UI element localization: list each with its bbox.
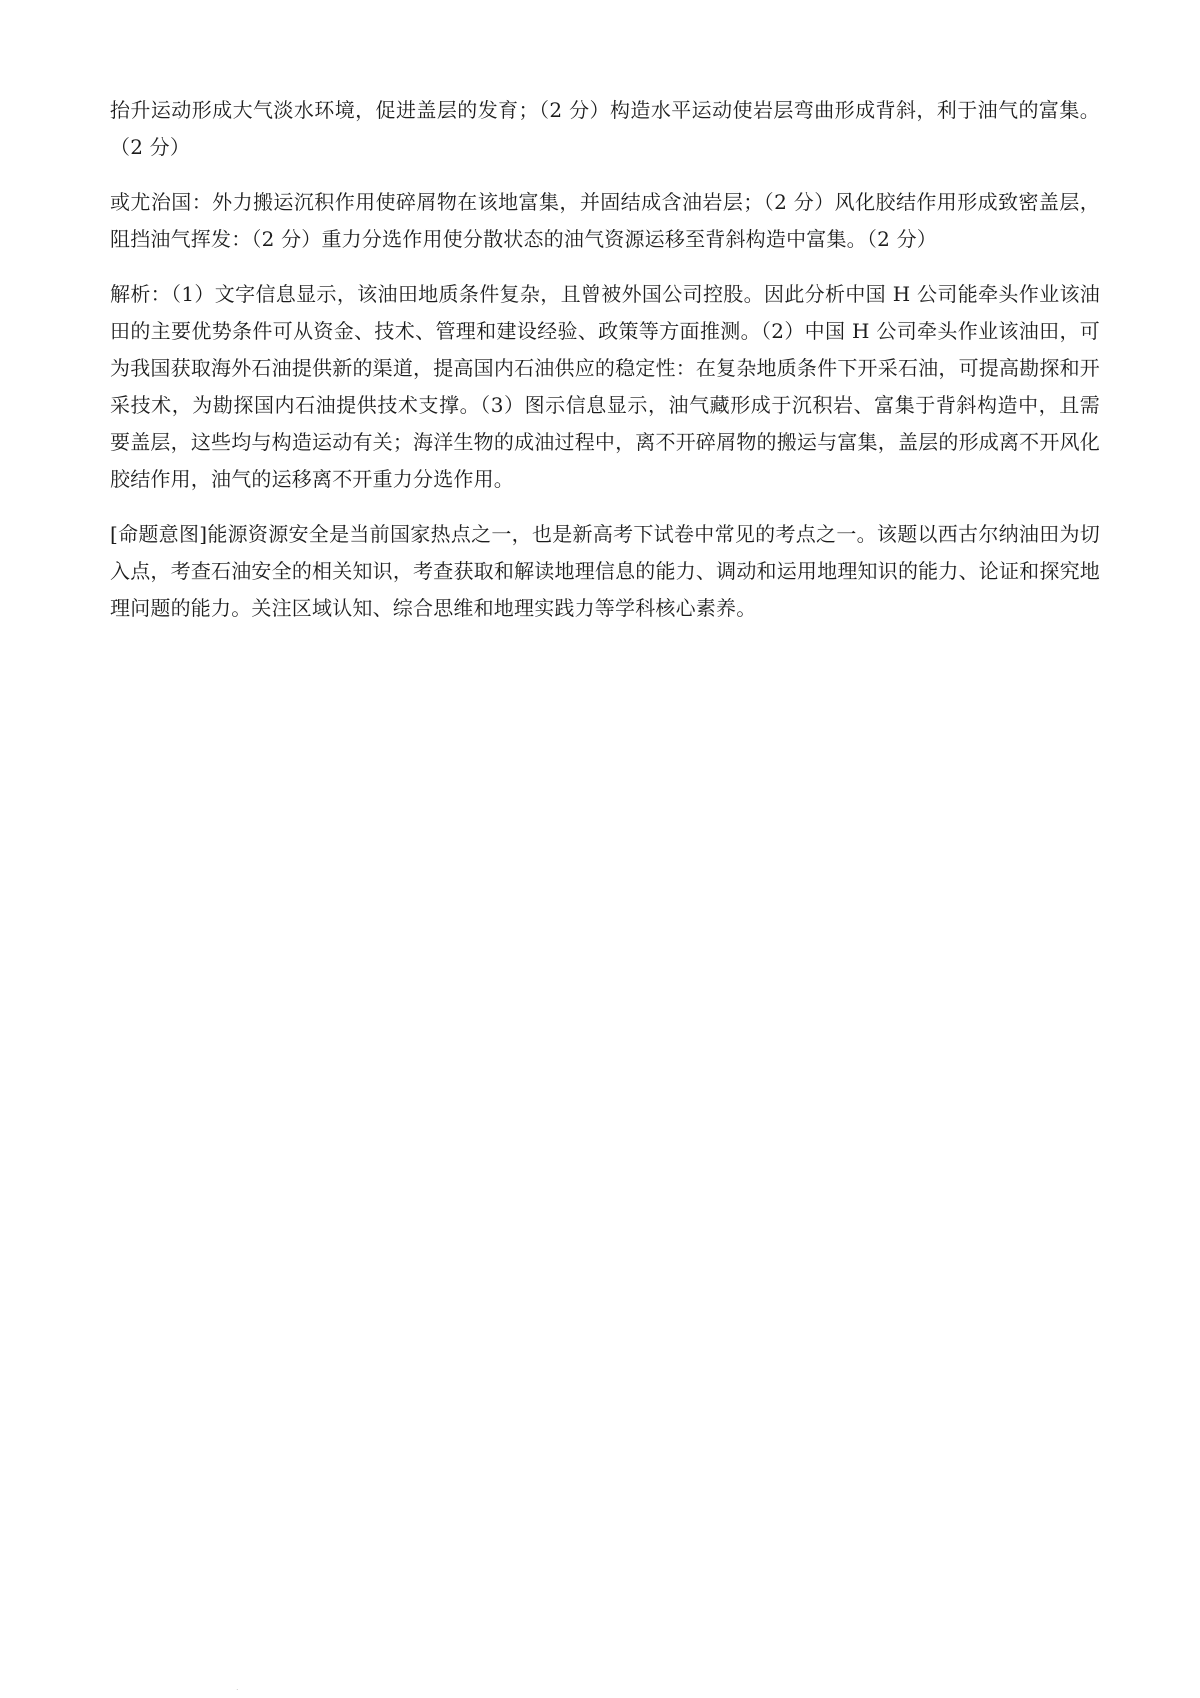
answer-paragraph-uplift: 抬升运动形成大气淡水环境，促进盖层的发育；（2 分）构造水平运动使岩层弯曲形成背斜，利于油气的富集。（2 分）: [110, 98, 1100, 159]
document-body: [110, 92, 1100, 645]
intent-paragraph: [命题意图]能源资源安全是当前国家热点之一，也是新高考下试卷中常见的考点之一。该题以西古尔纳油田为切入点，考查石油安全的相关知识，考查获取和解读地理信息的能力、调动和运用地理知识的能力、论证和探究地理问题的能力。关注区域认知、综合思维和地理实践力等学科核心素养。: [110, 522, 1100, 620]
answer-paragraph-alternative: 或尤治国：外力搬运沉积作用使碎屑物在该地富集，并固结成含油岩层；（2 分）风化胶结作用形成致密盖层，阻挡油气挥发：（2 分）重力分选作用使分散状态的油气资源运移至背斜构造中富集。（2 分）: [110, 190, 1100, 251]
footer-mark: .: [236, 1683, 239, 1692]
analysis-paragraph: 解析：（1）文字信息显示，该油田地质条件复杂，且曾被外国公司控股。因此分析中国 H 公司能牵头作业该油田的主要优势条件可从资金、技术、管理和建设经验、政策等方面推测。（2）中国 H 公司牵头作业该油田，可为我国获取海外石油提供新的渠道，提高国内石油供应的稳定性：在复杂地质条件下开采石油，可提高勘探和开采技术，为勘探国内石油提供技术支撑。（3）图示信息显示，油气藏形成于沉积岩、富集于背斜构造中，且需要盖层，这些均与构造运动有关；海洋生物的成油过程中，离不开碎屑物的搬运与富集，盖层的形成离不开风化胶结作用，油气的运移离不开重力分选作用。: [110, 282, 1100, 491]
